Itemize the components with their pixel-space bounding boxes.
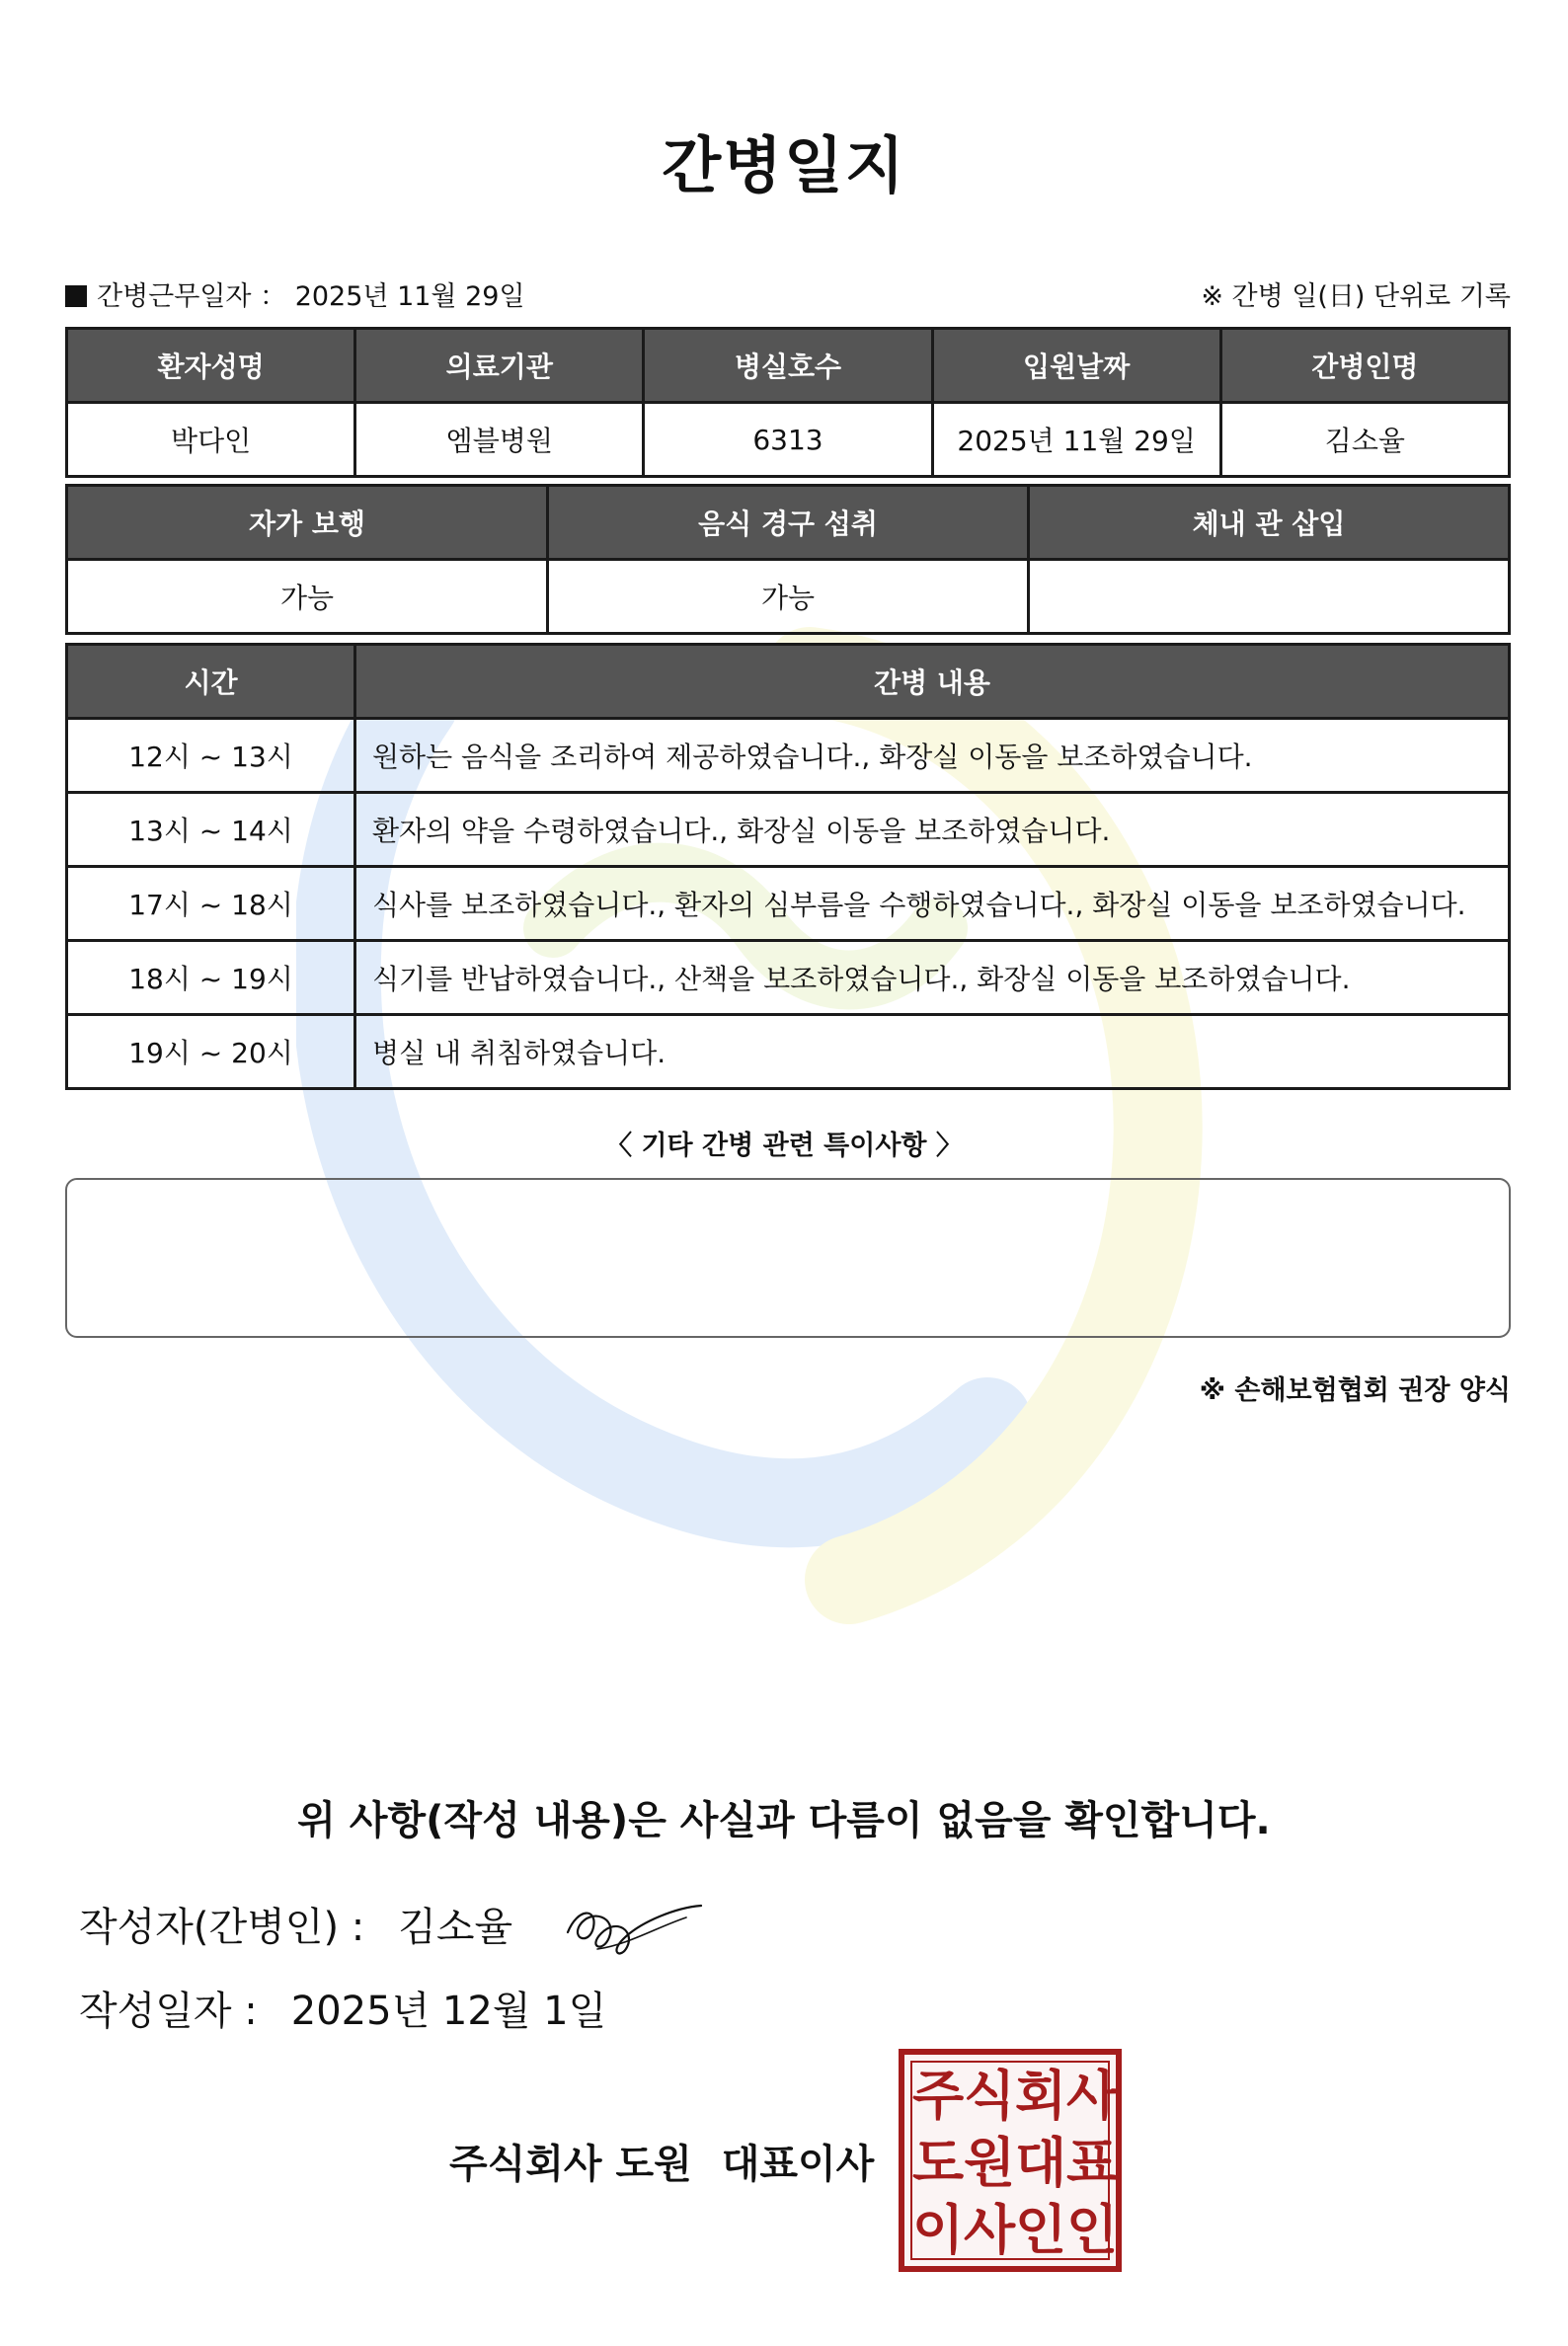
table-row — [67, 560, 1510, 634]
work-date-line — [65, 274, 525, 313]
square-bullet-icon — [65, 285, 87, 307]
seal-row — [912, 2130, 1119, 2197]
seal-char: 대 — [1015, 2132, 1067, 2194]
seal-char: 이 — [912, 2199, 965, 2261]
header-tube-insertion: 체내 관 삽입 — [1029, 486, 1510, 560]
cell-time: 18시 ~ 19시 — [67, 941, 355, 1015]
seal-char: 인 — [1066, 2199, 1119, 2261]
cell-room-number: 6313 — [644, 403, 932, 477]
cell-admission-date: 2025년 11월 29일 — [932, 403, 1220, 477]
work-date-value: 2025년 11월 29일 — [294, 281, 525, 312]
header-oral-intake: 음식 경구 섭취 — [548, 486, 1029, 560]
header-hospital: 의료기관 — [355, 329, 644, 403]
header-room-number: 병실호수 — [644, 329, 932, 403]
seal-char: 사 — [1066, 2065, 1119, 2127]
recommend-note: ※ 손해보험협회 권장 양식 — [1199, 1375, 1511, 1406]
seal-row — [912, 2063, 1119, 2130]
table-header-row — [67, 329, 1510, 403]
cell-time: 13시 ~ 14시 — [67, 793, 355, 867]
cell-care-content: 병실 내 취침하였습니다. — [355, 1015, 1510, 1089]
table-row — [67, 719, 1510, 793]
company-line — [449, 2133, 874, 2189]
table-row — [67, 403, 1510, 477]
seal-row — [912, 2197, 1119, 2264]
written-date-label: 작성일자 : — [79, 1989, 258, 2034]
confirmation-statement: 위 사항(작성 내용)은 사실과 다름이 없음을 확인합니다. — [297, 1798, 1271, 1843]
cell-time: 17시 ~ 18시 — [67, 867, 355, 941]
seal-char: 도 — [912, 2132, 965, 2194]
company-name: 주식회사 도원 — [449, 2142, 692, 2187]
written-date-value: 2025년 12월 1일 — [290, 1989, 607, 2034]
notes-box — [65, 1178, 1511, 1338]
cell-hospital: 엠블병원 — [355, 403, 644, 477]
document-title: 간병일지 — [662, 129, 906, 201]
writer-label: 작성자(간병인) : — [79, 1905, 365, 1950]
seal-char: 식 — [964, 2065, 1016, 2127]
cell-tube-insertion — [1029, 560, 1510, 634]
seal-char: 주 — [912, 2065, 965, 2127]
cell-time: 19시 ~ 20시 — [67, 1015, 355, 1089]
seal-char: 사 — [964, 2199, 1016, 2261]
cell-time: 12시 ~ 13시 — [67, 719, 355, 793]
table-row — [67, 1015, 1510, 1089]
seal-char: 회 — [1015, 2065, 1067, 2127]
unit-note: ※ 간병 일(日) 단위로 기록 — [1201, 281, 1511, 312]
cell-caregiver-name: 김소율 — [1220, 403, 1509, 477]
header-self-walking: 자가 보행 — [67, 486, 548, 560]
header-admission-date: 입원날짜 — [932, 329, 1220, 403]
table-header-row — [67, 486, 1510, 560]
header-care-content: 간병 내용 — [355, 645, 1510, 719]
company-seal-stamp — [899, 2049, 1122, 2272]
cell-self-walking: 가능 — [67, 560, 548, 634]
seal-char: 인 — [1015, 2199, 1067, 2261]
cell-care-content: 원하는 음식을 조리하여 제공하였습니다., 화장실 이동을 보조하였습니다. — [355, 719, 1510, 793]
table-row — [67, 793, 1510, 867]
table-row — [67, 941, 1510, 1015]
table-row — [67, 867, 1510, 941]
notes-title: 〈 기타 간병 관련 특이사항 〉 — [605, 1131, 963, 1161]
cell-oral-intake: 가능 — [548, 560, 1029, 634]
cell-care-content: 환자의 약을 수령하였습니다., 화장실 이동을 보조하였습니다. — [355, 793, 1510, 867]
writer-name: 김소율 — [398, 1905, 513, 1950]
patient-info-table — [65, 327, 1511, 478]
writer-line — [79, 1896, 512, 1952]
header-time: 시간 — [67, 645, 355, 719]
header-patient-name: 환자성명 — [67, 329, 355, 403]
written-date-line — [79, 1980, 606, 2036]
seal-char: 표 — [1066, 2132, 1119, 2194]
cell-care-content: 식기를 반납하였습니다., 산책을 보조하였습니다., 화장실 이동을 보조하였습니다. — [355, 941, 1510, 1015]
handwritten-signature — [558, 1888, 706, 1967]
header-caregiver-name: 간병인명 — [1220, 329, 1509, 403]
company-title: 대표이사 — [721, 2142, 875, 2187]
seal-char: 원 — [964, 2132, 1016, 2194]
cell-care-content: 식사를 보조하였습니다., 환자의 심부름을 수행하였습니다., 화장실 이동을 보조하였습니다. — [355, 867, 1510, 941]
work-date-label: 간병근무일자 — [97, 281, 252, 312]
patient-status-table — [65, 484, 1511, 635]
seal-inner-border — [910, 2061, 1119, 2261]
care-log-table — [65, 643, 1511, 1090]
table-header-row — [67, 645, 1510, 719]
work-date-separator: ： — [260, 281, 287, 312]
cell-patient-name: 박다인 — [67, 403, 355, 477]
